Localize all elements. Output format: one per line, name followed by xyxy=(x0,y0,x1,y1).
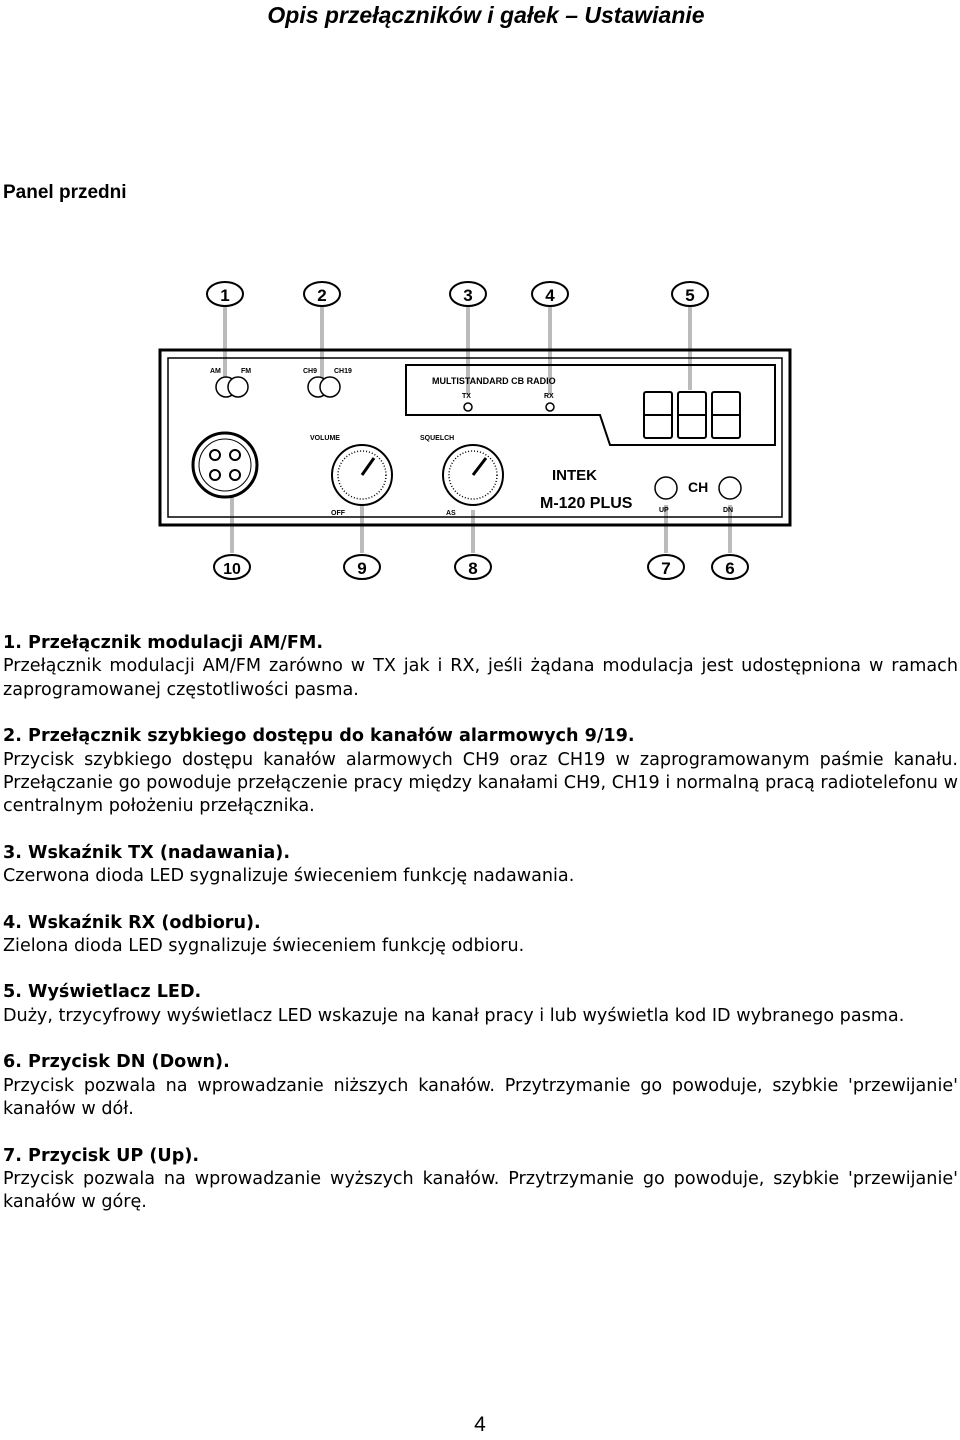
callout-7 xyxy=(648,555,684,579)
as-label: AS xyxy=(446,510,456,517)
ch9-ch19-switch xyxy=(303,368,352,397)
item-title: 2. Przełącznik szybkiego dostępu do kanałów alarmowych 9/19. xyxy=(3,726,635,747)
front-panel-diagram xyxy=(150,270,810,590)
led-display xyxy=(644,392,740,438)
callout-3 xyxy=(450,282,486,306)
callouts-top xyxy=(207,282,708,306)
callout-4-label: 4 xyxy=(545,286,555,305)
dn-label: DN xyxy=(723,507,734,514)
volume-knob xyxy=(310,435,392,517)
item-description: Czerwona dioda LED sygnalizuje świeceniem funkcję nadawania. xyxy=(3,866,575,887)
item-6 xyxy=(3,1051,958,1121)
item-4 xyxy=(3,912,958,959)
item-title: 6. Przycisk DN (Down). xyxy=(3,1052,230,1073)
display-header: MULTISTANDARD CB RADIO xyxy=(432,376,556,386)
mic-connector xyxy=(193,433,257,497)
rx-led xyxy=(546,403,554,411)
descriptions xyxy=(3,632,958,1238)
brand-logo: INTEK xyxy=(552,467,597,484)
item-1 xyxy=(3,632,958,702)
display-window xyxy=(405,365,775,460)
callouts-bottom xyxy=(214,555,748,579)
item-description: Zielona dioda LED sygnalizuje świeceniem funkcję odbioru. xyxy=(3,936,525,957)
item-3 xyxy=(3,842,958,889)
item-7 xyxy=(3,1145,958,1215)
callout-9-label: 9 xyxy=(357,559,367,578)
item-title: 1. Przełącznik modulacji AM/FM. xyxy=(3,633,324,653)
item-title: 7. Przycisk UP (Up). xyxy=(3,1145,200,1166)
item-2 xyxy=(3,725,958,819)
page-number: 4 xyxy=(474,1413,486,1436)
callout-6 xyxy=(712,555,748,579)
am-fm-switch xyxy=(210,368,251,397)
callout-8-label: 8 xyxy=(468,559,478,578)
callout-10 xyxy=(214,555,250,579)
item-description: Przycisk szybkiego dostępu kanałów alarmowych CH9 oraz CH19 w zaprogramowanym paśmie kanału. Przełączanie go powoduje przełączenie pracy między kanałami CH9, CH19 i normalną pracą radiotelefonu w centralnym położeniu przełącznika. xyxy=(3,749,958,817)
item-description: Przełącznik modulacji AM/FM zarówno w TX jak i RX, jeśli żądana modulacja jest udostępniona w ramach zaprogramowanej częstotliwości pasma. xyxy=(3,656,958,700)
up-label: UP xyxy=(659,507,669,514)
ch9-label: CH9 xyxy=(303,368,318,375)
tx-label: TX xyxy=(462,393,471,400)
callout-6-label: 6 xyxy=(725,559,735,578)
callout-9 xyxy=(344,555,380,579)
callout-7-label: 7 xyxy=(661,559,671,578)
callout-3-label: 3 xyxy=(463,286,473,305)
item-5 xyxy=(3,981,958,1028)
up-button xyxy=(655,477,677,514)
item-description: Przycisk pozwala na wprowadzanie wyższych kanałów. Przytrzymanie go powoduje, szybkie 'przewijanie' kanałów w górę. xyxy=(3,1168,958,1213)
callout-10-label: 10 xyxy=(223,561,241,578)
section-label: Panel przedni xyxy=(3,182,127,203)
callout-1 xyxy=(207,282,243,306)
callout-5-label: 5 xyxy=(685,286,695,305)
ch-label: CH xyxy=(688,479,709,495)
model-label: M-120 PLUS xyxy=(540,495,633,512)
item-title: 5. Wyświetlacz LED. xyxy=(3,982,202,1003)
am-label: AM xyxy=(210,368,221,375)
squelch-label: SQUELCH xyxy=(420,435,455,442)
callout-8 xyxy=(455,555,491,579)
rx-label: RX xyxy=(544,393,554,400)
dn-button xyxy=(719,477,741,514)
squelch-knob xyxy=(420,435,503,517)
item-description: Duży, trzycyfrowy wyświetlacz LED wskazuje na kanał pracy i lub wyświetla kod ID wybranego pasma. xyxy=(3,1005,905,1026)
callout-4 xyxy=(532,282,568,306)
callout-5 xyxy=(672,282,708,306)
tx-led xyxy=(464,403,472,411)
item-description: Przycisk pozwala na wprowadzanie niższych kanałów. Przytrzymanie go powoduje, szybkie 'przewijanie' kanałów w dół. xyxy=(3,1075,958,1120)
off-label: OFF xyxy=(331,510,345,517)
callout-2-label: 2 xyxy=(317,286,327,305)
item-title: 3. Wskaźnik TX (nadawania). xyxy=(3,842,290,863)
volume-label: VOLUME xyxy=(310,435,340,442)
page-title: Opis przełączników i gałek – Ustawianie xyxy=(267,2,705,28)
item-title: 4. Wskaźnik RX (odbioru). xyxy=(3,912,261,933)
callout-2 xyxy=(304,282,340,306)
callout-1-label: 1 xyxy=(220,286,230,305)
ch19-label: CH19 xyxy=(334,368,352,375)
fm-label: FM xyxy=(241,368,252,375)
